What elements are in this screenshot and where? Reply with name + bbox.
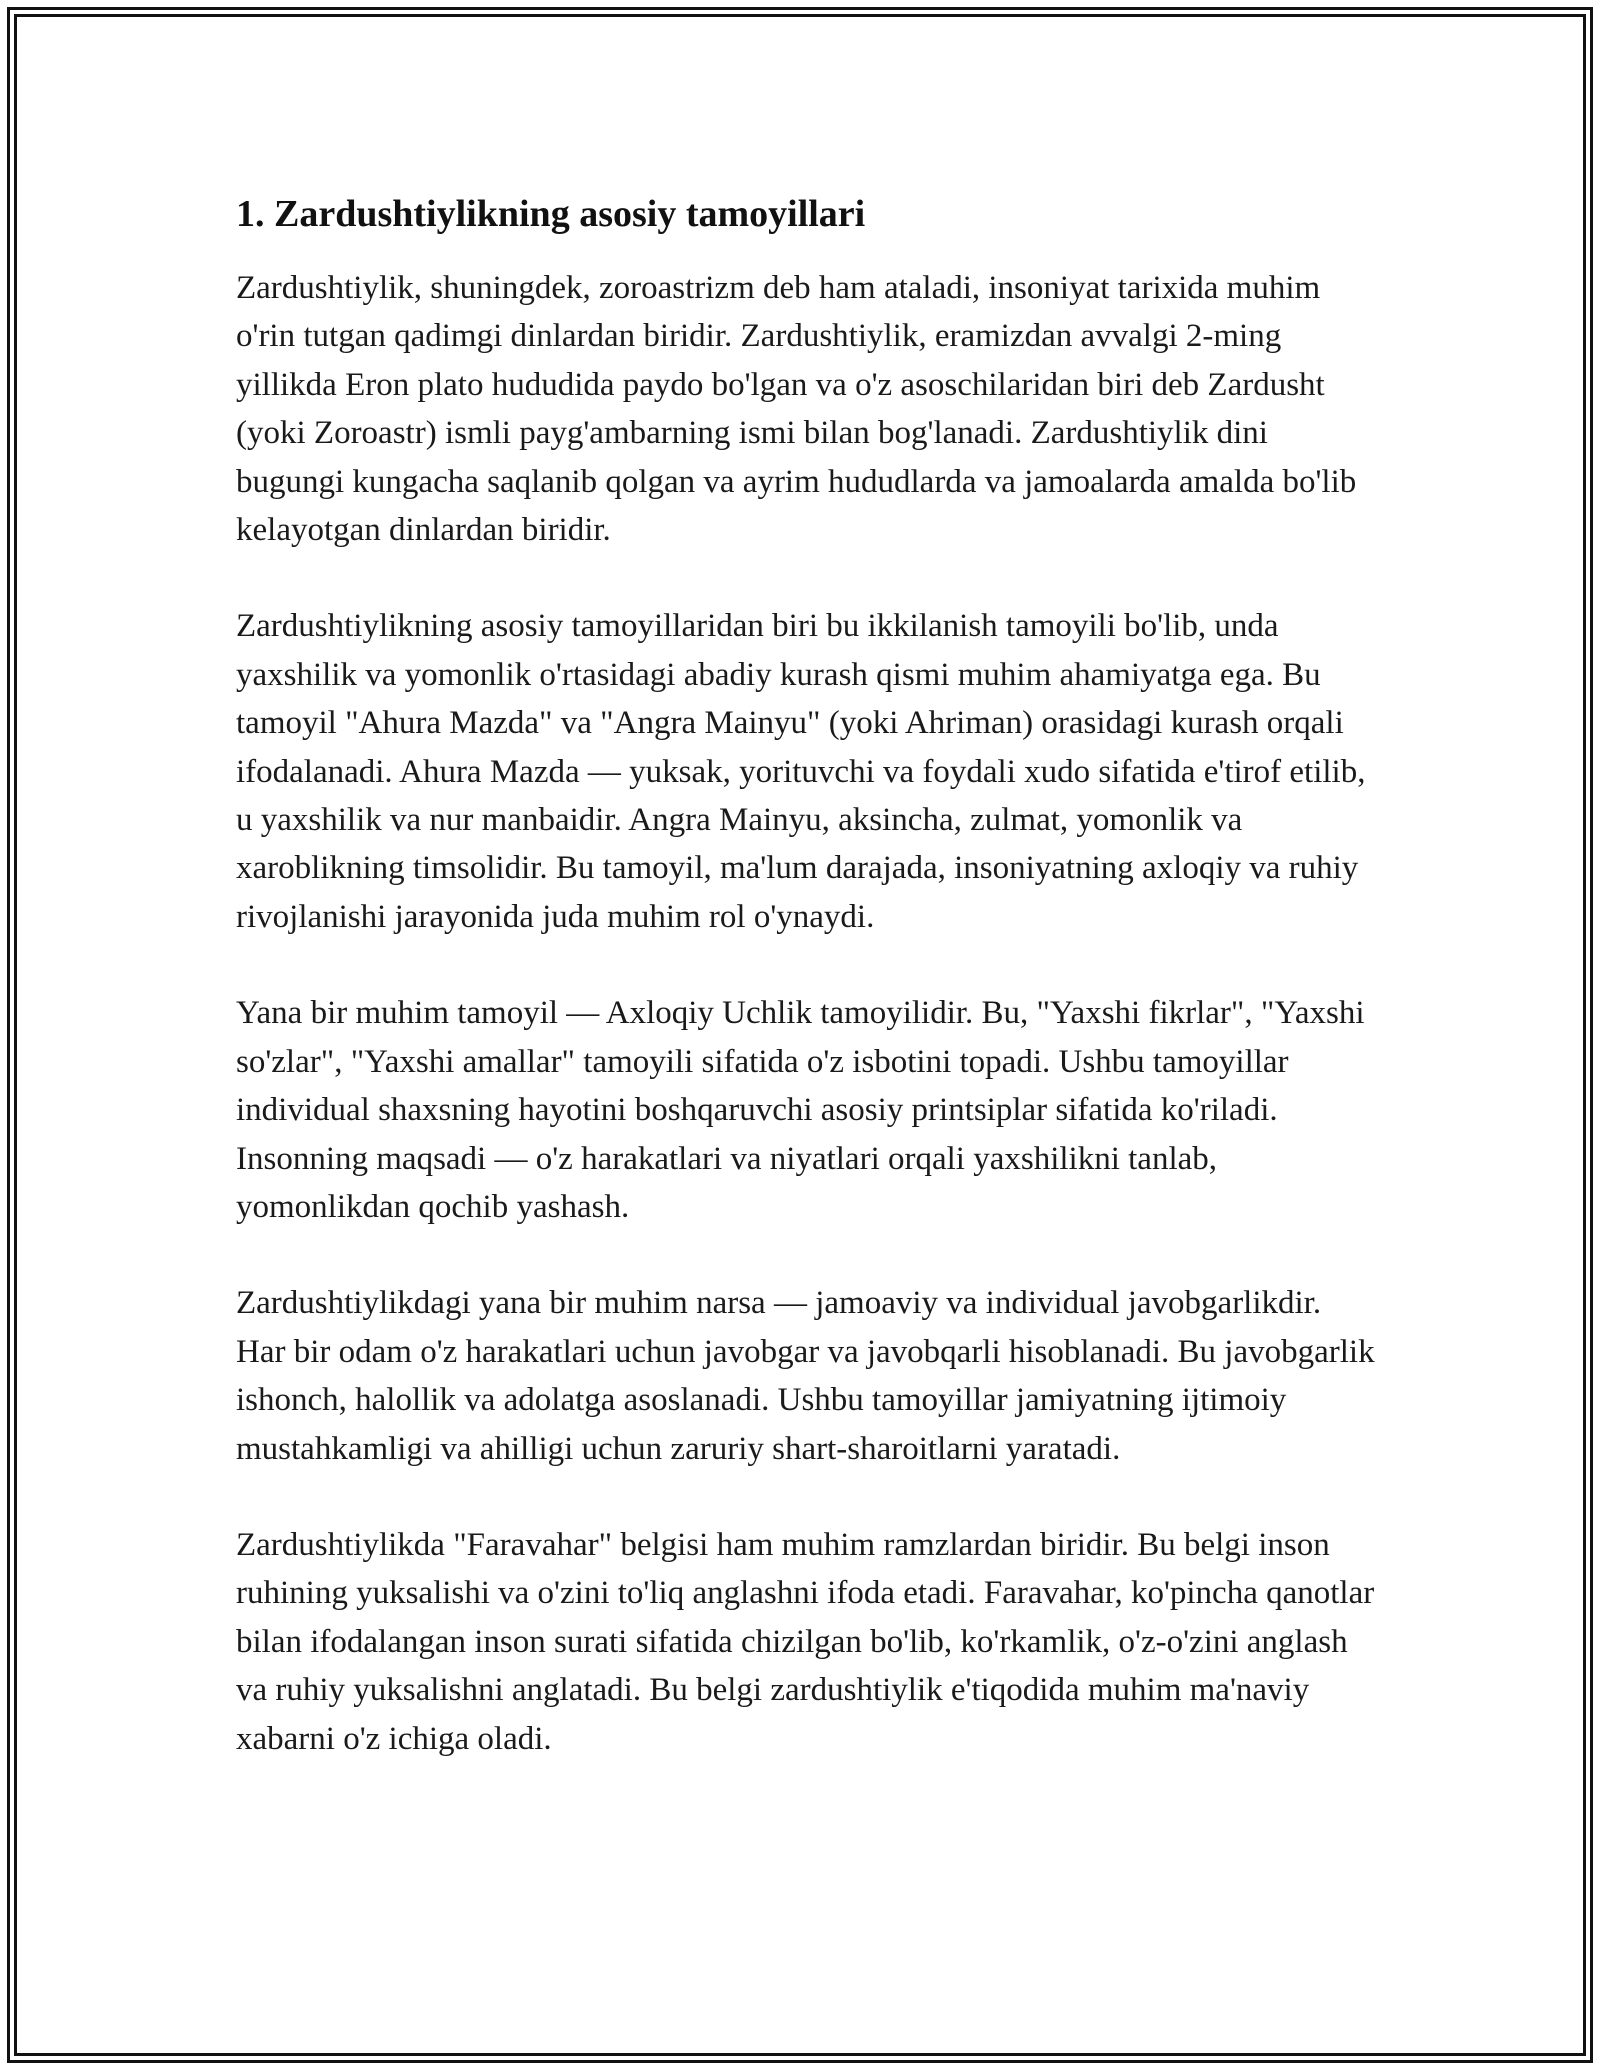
paragraph-dualism: Zardushtiylikning asosiy tamoyillaridan biri bu ikkilanish tamoyili bo'lib, unda yaxshilik va yomonlik o'rtasidagi abadiy kurash qismi muhim ahamiyatga ega. Bu tamoyil "Ahura Mazda" va "Angra Mainyu" (yoki Ahriman) orasidagi kurash orqali ifodalanadi. Ahura Mazda — yuksak, yorituvchi va foydali xudo sifatida e'tirof etilib, u yaxshilik va nur manbaidir. Angra Mainyu, aksincha, zulmat, yomonlik va xaroblikning timsolidir. Bu tamoyil, ma'lum darajada, insoniyatning axloqiy va ruhiy rivojlanishi jarayonida juda muhim rol o'ynaydi. xyxy=(236,608,1366,935)
paragraph-responsibility: Zardushtiylikdagi yana bir muhim narsa — jamoaviy va individual javobgarlikdir. Har bir odam o'z harakatlari uchun javobgar va javobqarli hisoblanadi. Bu javobgarlik ishonch, halollik va adolatga asoslanadi. Ushbu tamoyillar jamiyatning ijtimoiy mustahkamligi va ahilligi uchun zaruriy shart-sharoitlarni yaratadi. xyxy=(236,1285,1375,1467)
paragraph-moral-triad: Yana bir muhim tamoyil — Axloqiy Uchlik tamoyilidir. Bu, "Yaxshi fikrlar", "Yaxshi so'zlar", "Yaxshi amallar" tamoyili sifatida o'z isbotini topadi. Ushbu tamoyillar individual shaxsning hayotini boshqaruvchi asosiy printsiplar sifatida ko'riladi. Insonning maqsadi — o'z harakatlari va niyatlari orqali yaxshilikni tanlab, yomonlikdan qochib yashash. xyxy=(236,995,1365,1225)
section-heading: 1. Zardushtiylikning asosiy tamoyillari xyxy=(236,193,866,235)
paragraph-faravahar: Zardushtiylikda "Faravahar" belgisi ham muhim ramzlardan biridir. Bu belgi inson ruhining yuksalishi va o'zini to'liq anglashni ifoda etadi. Faravahar, ko'pincha qanotlar bilan ifodalangan inson surati sifatida chizilgan bo'lib, ko'rkamlik, o'z-o'zini anglash va ruhiy yuksalishni anglatadi. Bu belgi zardushtiylik e'tiqodida muhim ma'naviy xabarni o'z ichiga oladi. xyxy=(236,1526,1375,1757)
paragraph-intro: Zardushtiylik, shuningdek, zoroastrizm deb ham ataladi, insoniyat tarixida muhim o'rin tutgan qadimgi dinlardan biridir. Zardushtiylik, eramizdan avvalgi 2-ming yillikda Eron plato hududida paydo bo'lgan va o'z asoschilaridan biri deb Zardusht (yoki Zoroastr) ismli payg'ambarning ismi bilan bog'lanadi. Zardushtiylik dini bugungi kungacha saqlanib qolgan va ayrim hududlarda va jamoalarda amalda bo'lib kelayotgan dinlardan biridir. xyxy=(236,270,1357,549)
document-body xyxy=(236,186,1376,1811)
